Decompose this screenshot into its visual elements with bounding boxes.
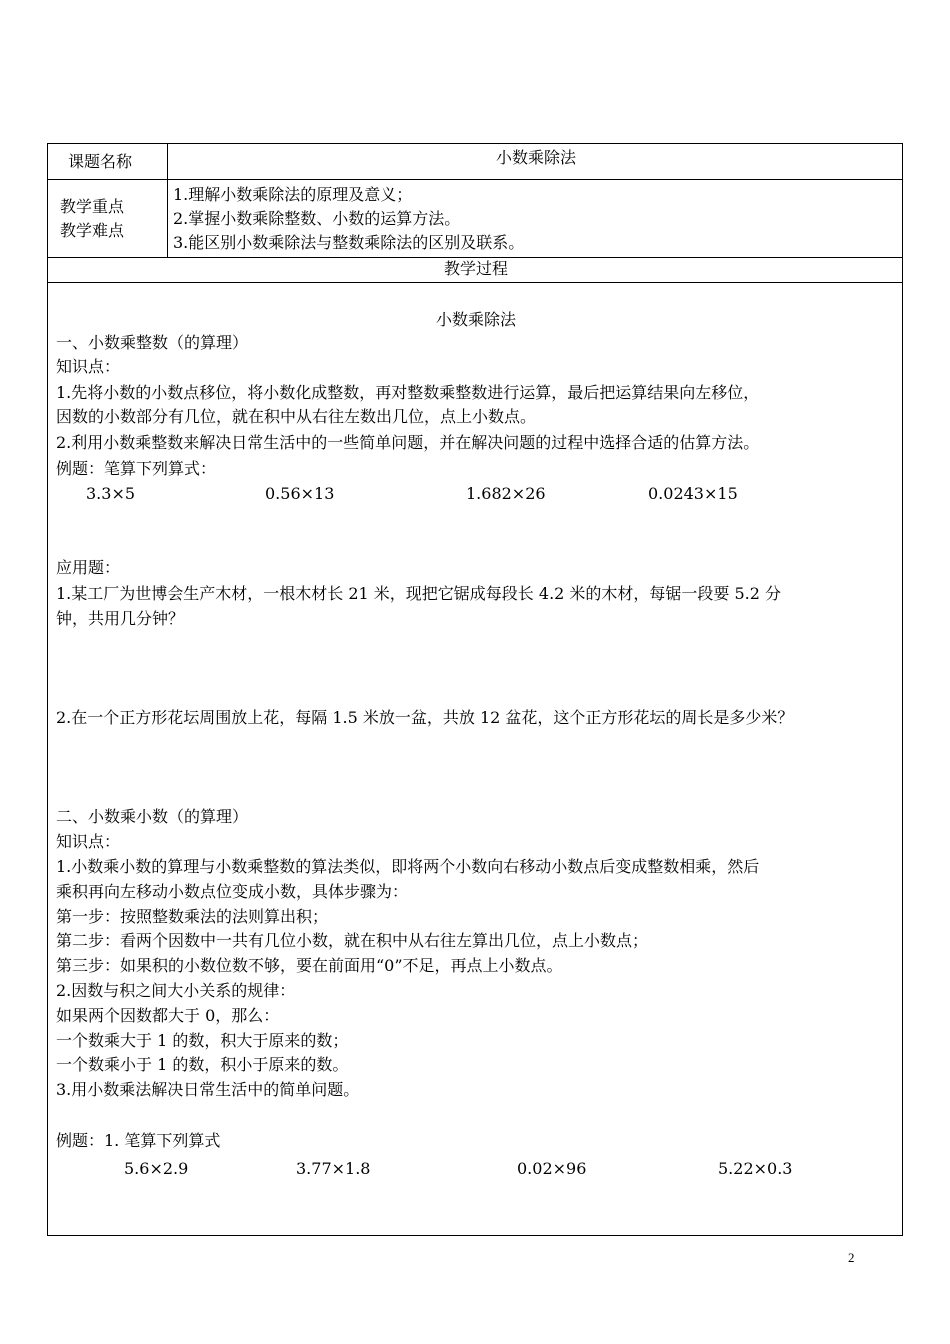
example-label: 例题：1. 笔算下列算式: [56, 1131, 221, 1150]
example-expression: 3.3×5: [86, 484, 136, 503]
section-heading: 二、小数乘小数（的算理）: [56, 807, 249, 826]
knowledge-label: 知识点：: [56, 832, 121, 851]
process-label: 教学过程: [443, 259, 508, 278]
application-question: 1.某工厂为世博会生产木材，一根木材长 21 米，现把它锯成每段长 4.2 米的木材，每锯一段要 5.2 分: [56, 584, 782, 603]
example-expression: 1.682×26: [466, 484, 546, 503]
page-number: 2: [848, 1250, 855, 1265]
title-label: 课题名称: [68, 152, 133, 171]
step-text: 第三步：如果积的小数位数不够，要在前面用“0”不足，再点上小数点。: [56, 956, 563, 975]
application-question: 钟，共用几分钟？: [56, 609, 185, 628]
rule-text: 一个数乘小于 1 的数，积小于原来的数。: [56, 1055, 349, 1074]
difficulty-label: 教学难点: [60, 221, 125, 240]
knowledge-point: 乘积再向左移动小数点位变成小数，具体步骤为：: [56, 882, 409, 901]
application-label: 应用题：: [56, 558, 121, 577]
knowledge-point: 2.利用小数乘整数来解决日常生活中的一些简单问题，并在解决问题的过程中选择合适的估算方法。: [56, 433, 760, 452]
knowledge-point: 1.小数乘小数的算理与小数乘整数的算法类似，即将两个小数向右移动小数点后变成整数相乘，然后: [56, 857, 760, 876]
focus-item: 1.理解小数乘除法的原理及意义；: [173, 185, 413, 204]
row-divider: [48, 179, 902, 180]
example-expression: 0.02×96: [517, 1159, 587, 1178]
application-question: 2.在一个正方形花坛周围放上花，每隔 1.5 米放一盆，共放 12 盆花，这个正方形花坛的周长是多少米？: [56, 708, 794, 727]
section-heading: 一、小数乘整数（的算理）: [56, 333, 249, 352]
title-value: 小数乘除法: [495, 148, 576, 167]
main-title: 小数乘除法: [435, 310, 516, 329]
focus-item: 2.掌握小数乘除整数、小数的运算方法。: [173, 209, 461, 228]
step-text: 第二步：看两个因数中一共有几位小数，就在积中从右往左算出几位，点上小数点；: [56, 931, 649, 950]
knowledge-label: 知识点：: [56, 357, 121, 376]
lesson-table: [47, 143, 903, 1236]
knowledge-point: 1.先将小数的小数点移位，将小数化成整数，再对整数乘整数进行运算，最后把运算结果向左移位，: [56, 383, 760, 402]
row-divider: [48, 282, 902, 283]
rule-text: 一个数乘大于 1 的数，积大于原来的数；: [56, 1031, 349, 1050]
focus-item: 3.能区别小数乘除法与整数乘除法的区别及联系。: [173, 233, 525, 252]
rule-text: 如果两个因数都大于 0，那么：: [56, 1006, 280, 1025]
example-expression: 0.56×13: [265, 484, 335, 503]
knowledge-point: 3.用小数乘法解决日常生活中的简单问题。: [56, 1080, 360, 1099]
knowledge-point: 因数的小数部分有几位，就在积中从右往左数出几位，点上小数点。: [56, 407, 537, 426]
focus-label: 教学重点: [60, 197, 125, 216]
row-divider: [48, 257, 902, 258]
example-expression: 5.6×2.9: [124, 1159, 189, 1178]
example-expression: 5.22×0.3: [718, 1159, 793, 1178]
knowledge-point: 2.因数与积之间大小关系的规律：: [56, 981, 296, 1000]
example-expression: 0.0243×15: [648, 484, 738, 503]
step-text: 第一步：按照整数乘法的法则算出积；: [56, 907, 329, 926]
example-expression: 3.77×1.8: [296, 1159, 371, 1178]
example-label: 例题：笔算下列算式：: [56, 459, 217, 478]
